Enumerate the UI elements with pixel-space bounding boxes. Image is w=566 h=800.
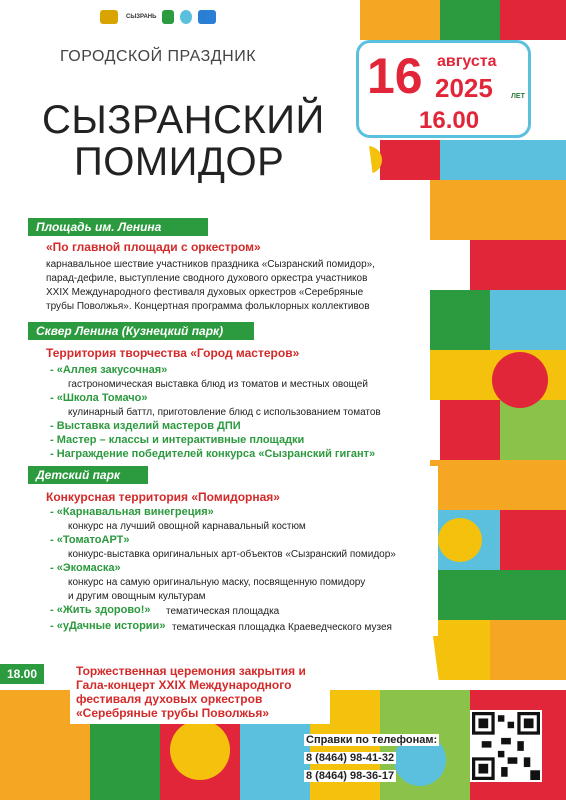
program-item: - «Школа Томачо» [50,392,148,404]
partner-logo-icon [198,10,216,24]
phones-label: Справки по телефонам: [306,734,438,746]
program-item: - «Экомаска» [50,562,121,574]
section-title-lenin-park: Сквер Ленина (Кузнецкий парк) [28,322,254,340]
date-box [356,40,531,138]
section-desc-line: трубы Поволжья». Концертная программа фольклорных коллективов [46,301,370,312]
program-item-desc: тематическая площадка [166,606,280,617]
program-item-desc: конкурс-выставка оригинальных арт-объектов «Сызранский помидор» [68,549,396,560]
section-desc-line: парад-дефиле, выступление сводного духового оркестра участников [46,273,368,284]
closing-line: Торжественная церемония закрытия и [76,664,306,678]
program-item: - «Жить здорово!» [50,604,151,616]
program-item: - «Карнавальная винегреция» [50,506,214,518]
program-item: - Мастер – классы и интерактивные площадки [50,434,305,446]
program-item-desc: тематическая площадка Краеведческого музея [172,622,392,633]
event-month: августа [437,53,497,70]
city-emblem-icon [100,10,118,24]
program-item-desc: конкурс на лучший овощной карнавальный костюм [68,521,306,532]
closing-ceremony [76,664,356,720]
program-item: - «Аллея закусочная» [50,364,168,376]
closing-line: фестиваля духовых оркестров [76,692,263,706]
event-time: 16.00 [419,107,480,134]
program-item-desc: конкурс на самую оригинальную маску, посвященную помидору [68,577,366,588]
closing-time-badge: 18.00 [0,664,44,684]
phone-number[interactable]: 8 (8464) 98-36-17 [306,770,395,782]
section-heading: Конкурсная территория «Помидорная» [46,490,280,504]
contact-phones [304,730,464,784]
partner-logo-icon [180,10,192,24]
event-year: 2025 [435,73,493,103]
qr-code-icon[interactable] [470,710,542,782]
partner-logos [100,10,216,24]
program-item: - Выставка изделий мастеров ДПИ [50,420,241,432]
partner-logo-icon [162,10,174,24]
section-desc-line: карнавальное шествие участников праздника «Сызранский помидор», [46,259,375,270]
logo-text: СЫЗРАНЬ [126,14,157,20]
phone-number[interactable]: 8 (8464) 98-41-32 [306,752,395,764]
event-day: 16 [367,48,423,104]
section-heading: Территория творчества «Город мастеров» [46,346,300,360]
closing-line: Гала-концерт XXIX Международного [76,678,292,692]
section-title-lenin-square: Площадь им. Ленина [28,218,208,236]
years-label: ЛЕТ [511,93,525,100]
event-subtitle: ГОРОДСКОЙ ПРАЗДНИК [60,48,257,65]
section-heading: «По главной площади с оркестром» [46,240,261,254]
section-desc-line: XXIX Международного фестиваля духовых оркестров «Серебряные [46,287,364,298]
program-item-desc: кулинарный баттл, приготовление блюд с использованием томатов [68,407,381,418]
section-title-children-park: Детский парк [28,466,148,484]
program-item-desc: и другим овощным культурам [68,591,206,602]
event-title-line2: ПОМИДОР [74,140,285,184]
program-item: - Награждение победителей конкурса «Сызранский гигант» [50,448,376,460]
program-item: - «ТоматоАРТ» [50,534,130,546]
program-item-desc: гастрономическая выставка блюд из томатов и местных овощей [68,379,368,390]
event-title-line1: СЫЗРАНСКИЙ [42,98,325,142]
closing-line: «Серебряные трубы Поволжья» [76,706,270,720]
program-item: - «уДачные истории» [50,620,166,632]
